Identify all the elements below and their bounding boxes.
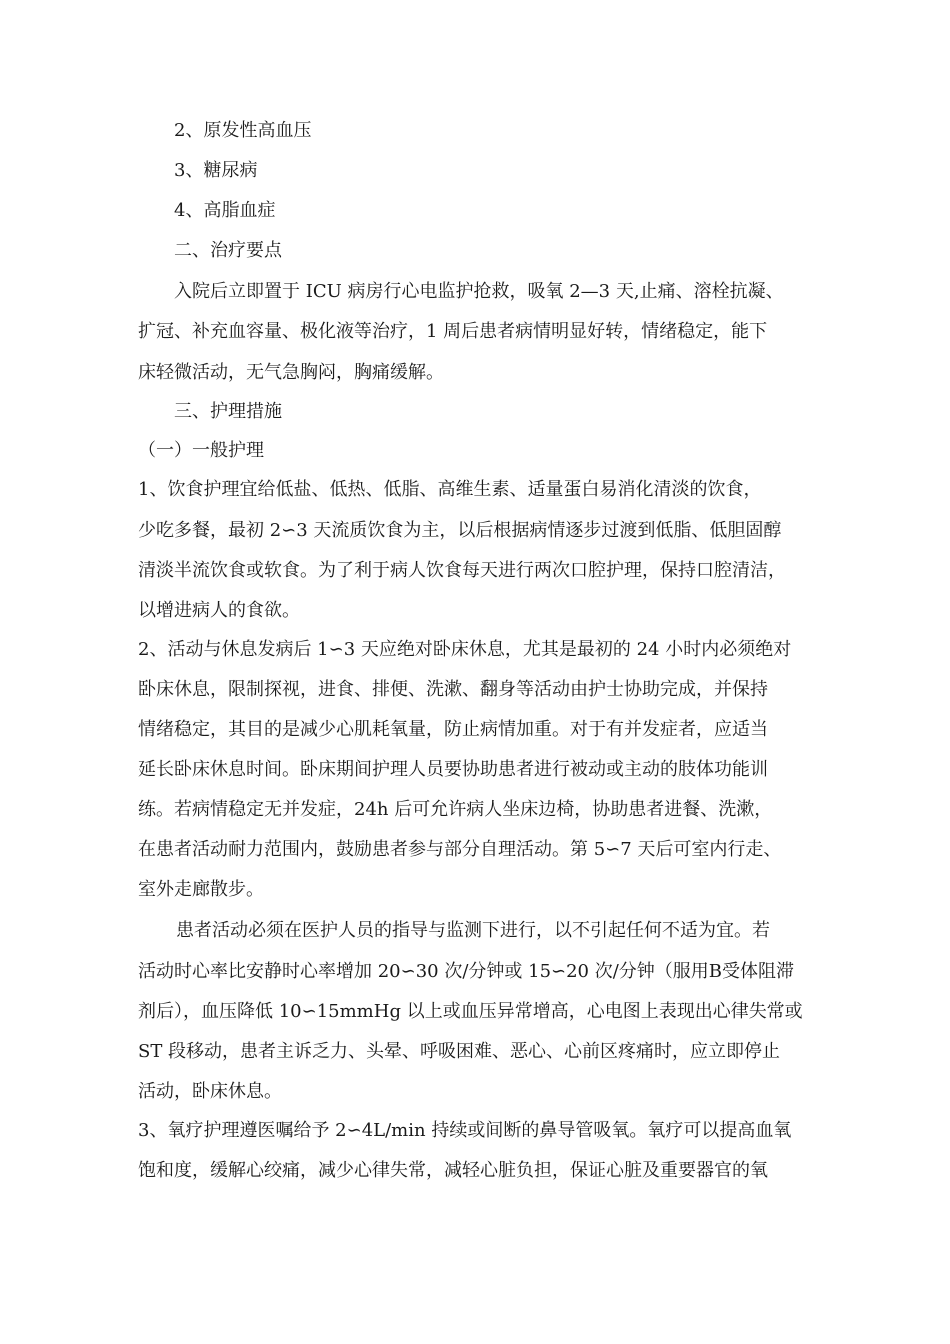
paragraph-line: ST 段移动，患者主诉乏力、头晕、呼吸困难、恶心、心前区疼痛时，应立即停止: [138, 1041, 781, 1062]
paragraph-line: 床轻微活动，无气急胸闷，胸痛缓解。: [138, 362, 444, 383]
paragraph-line: 练。若病情稳定无并发症，24h 后可允许病人坐床边椅，协助患者进餐、洗漱，: [138, 799, 773, 820]
paragraph-line: 扩冠、补充血容量、极化液等治疗，1 周后患者病情明显好转，情绪稳定，能下: [138, 321, 768, 342]
section-heading: 二、治疗要点: [174, 240, 282, 261]
paragraph-line: 情绪稳定，其目的是减少心肌耗氧量，防止病情加重。对于有并发症者，应适当: [138, 719, 768, 740]
paragraph-line: 清淡半流饮食或软食。为了利于病人饮食每天进行两次口腔护理，保持口腔清洁，: [138, 560, 786, 581]
diagnosis-item: 3、糖尿病: [174, 160, 258, 181]
subsection-heading: （一）一般护理: [138, 440, 264, 461]
paragraph-line: 活动时心率比安静时心率增加 20∽30 次/分钟或 15∽20 次/分钟（服用Β受体阻滞: [138, 961, 795, 982]
paragraph-line: 剂后），血压降低 10∽15mmHg 以上或血压异常增高，心电图上表现出心律失常或: [138, 1001, 803, 1022]
diagnosis-item: 2、原发性高血压: [174, 120, 312, 141]
paragraph-line: 1、饮食护理宜给低盐、低热、低脂、高维生素、适量蛋白易消化清淡的饮食，: [138, 479, 762, 500]
paragraph-line: 在患者活动耐力范围内，鼓励患者参与部分自理活动。第 5∽7 天后可室内行走、: [138, 839, 782, 860]
paragraph-line: 活动，卧床休息。: [138, 1081, 282, 1102]
paragraph-line: 入院后立即置于 ICU 病房行心电监护抢救，吸氧 2—3 天,止痛、溶栓抗凝、: [174, 281, 784, 302]
paragraph-line: 患者活动必须在医护人员的指导与监测下进行，以不引起任何不适为宜。若: [176, 920, 770, 941]
section-heading: 三、护理措施: [174, 401, 282, 422]
paragraph-line: 延长卧床休息时间。卧床期间护理人员要协助患者进行被动或主动的肢体功能训: [138, 759, 768, 780]
paragraph-line: 卧床休息，限制探视，进食、排便、洗漱、翻身等活动由护士协助完成，并保持: [138, 679, 768, 700]
paragraph-line: 以增进病人的食欲。: [138, 600, 300, 621]
paragraph-line: 2、活动与休息发病后 1∽3 天应绝对卧床休息，尤其是最初的 24 小时内必须绝对: [138, 639, 792, 660]
diagnosis-item: 4、高脂血症: [174, 200, 276, 221]
paragraph-line: 饱和度，缓解心绞痛，减少心律失常，减轻心脏负担，保证心脏及重要器官的氧: [138, 1160, 768, 1181]
paragraph-line: 少吃多餐，最初 2∽3 天流质饮食为主，以后根据病情逐步过渡到低脂、低胆固醇: [138, 520, 782, 541]
paragraph-line: 室外走廊散步。: [138, 879, 264, 900]
paragraph-line: 3、氧疗护理遵医嘱给予 2∽4L/min 持续或间断的鼻导管吸氧。氧疗可以提高血氧: [138, 1120, 792, 1141]
